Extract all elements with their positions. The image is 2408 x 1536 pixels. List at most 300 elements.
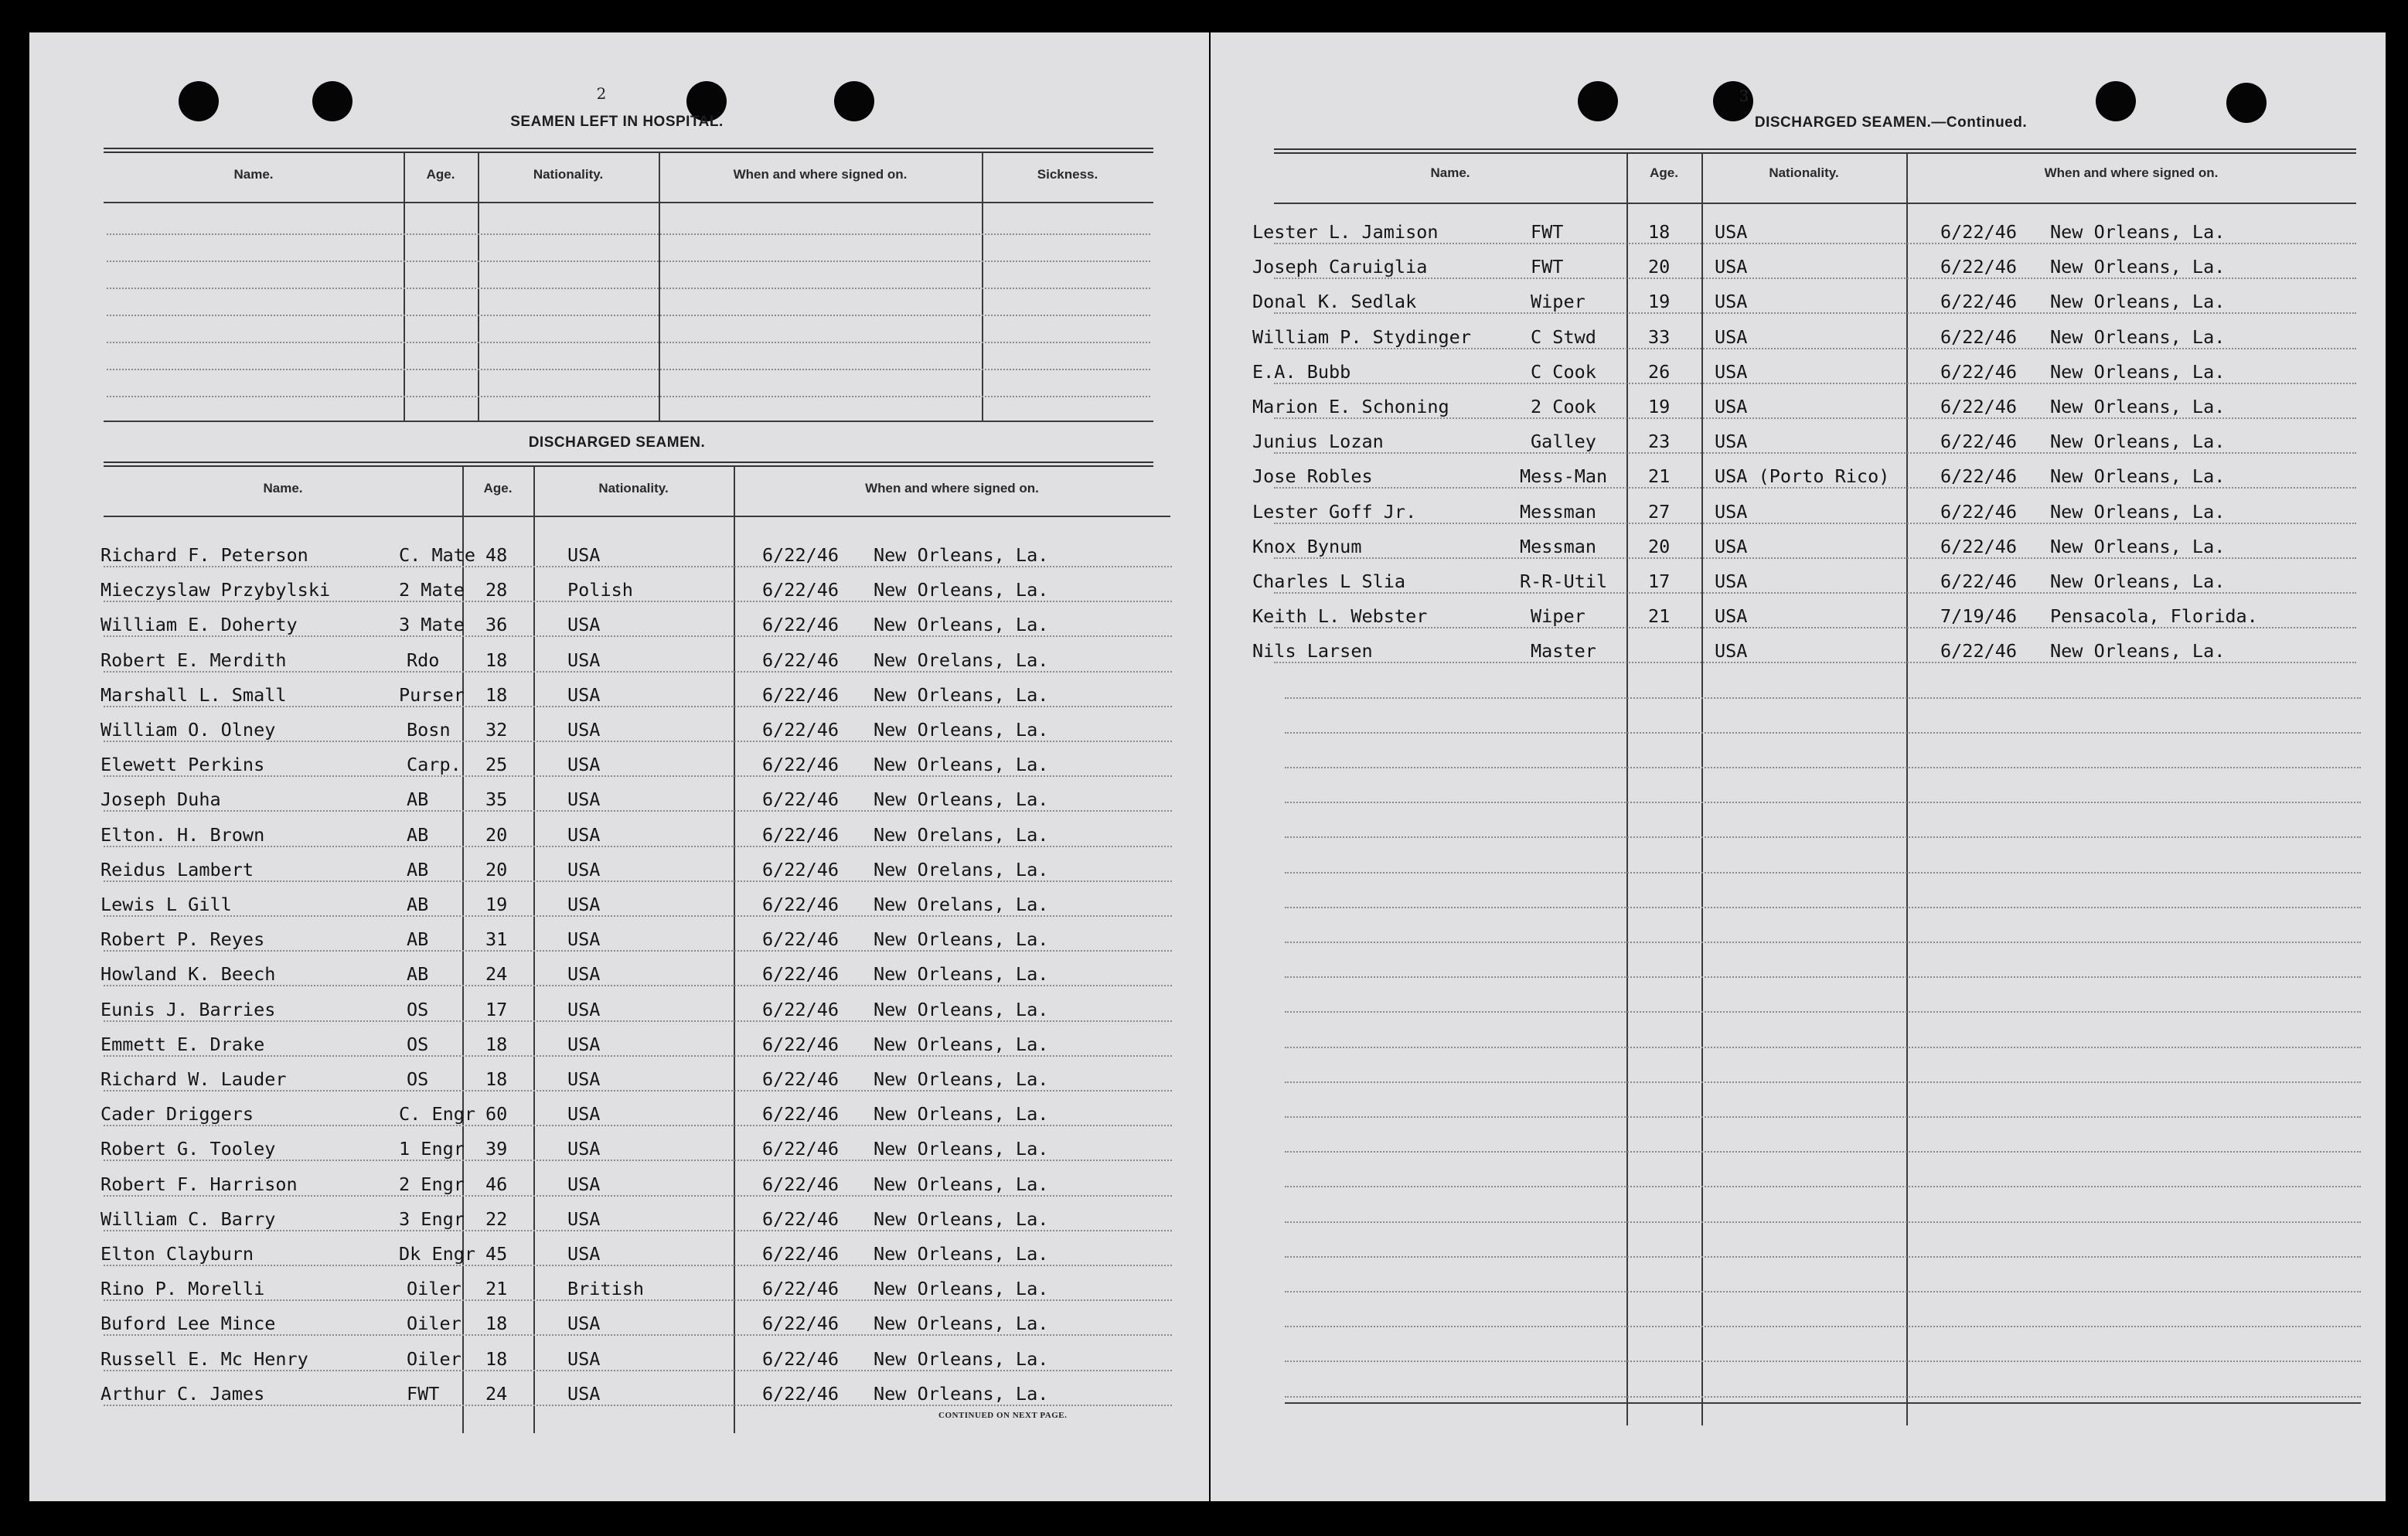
seaman-name: E.A. Bubb: [1252, 360, 1351, 383]
seaman-rating: 2 Engr: [399, 1173, 465, 1195]
page-number: 3: [1739, 87, 1749, 105]
seaman-nationality: USA: [567, 1173, 601, 1195]
seaman-nationality: USA: [1715, 640, 1748, 662]
row-rule: [104, 1334, 1172, 1336]
seaman-rating: Bosn: [407, 719, 451, 741]
signed-on-place: New Orleans, La.: [874, 1173, 1049, 1195]
row-rule: [104, 810, 1172, 812]
seaman-nationality: USA: [567, 928, 601, 951]
seaman-age: 21: [1648, 605, 1671, 628]
signed-on-place: New Orleans, La.: [2050, 221, 2226, 243]
seaman-age: 18: [485, 683, 508, 706]
seaman-nationality: USA: [1715, 535, 1748, 557]
seaman-name: Robert E. Merdith: [100, 649, 287, 671]
seaman-age: 18: [485, 1033, 508, 1055]
seaman-name: Donal K. Sedlak: [1252, 291, 1417, 313]
signed-on-place: Pensacola, Florida.: [2050, 605, 2258, 628]
hospital-top-rule: [104, 148, 1153, 153]
right-header-rule: [1274, 203, 2356, 204]
row-rule: [104, 1160, 1172, 1161]
seaman-age: 24: [485, 963, 508, 986]
blank-row-rule: [1285, 1047, 2361, 1048]
seaman-rating: 3 Engr: [399, 1207, 465, 1230]
blank-row-rule: [1285, 872, 2361, 874]
seaman-age: 25: [485, 754, 508, 776]
seaman-name: Arthur C. James: [100, 1382, 265, 1405]
blank-row-rule: [1285, 697, 2361, 699]
signed-on-place: New Orelans, La.: [874, 858, 1049, 880]
discharged-col-nationality: Nationality.: [598, 481, 669, 496]
seaman-nationality: USA: [1715, 360, 1748, 383]
signed-on-place: New Orleans, La.: [874, 754, 1049, 776]
row-rule: [1274, 278, 2356, 279]
row-rule: [104, 985, 1172, 986]
row-rule: [104, 741, 1172, 742]
seaman-age: 19: [1648, 396, 1671, 417]
seaman-name: Rino P. Morelli: [100, 1278, 265, 1300]
row-rule: [104, 846, 1172, 847]
signed-on-place: New Orelans, La.: [874, 894, 1049, 915]
signed-on-place: New Orleans, La.: [2050, 396, 2226, 417]
right-col-age: Age.: [1650, 165, 1678, 180]
seaman-rating: Wiper: [1531, 291, 1585, 313]
row-rule: [104, 1230, 1172, 1231]
seaman-name: Lester Goff Jr.: [1252, 500, 1417, 523]
seaman-age: 35: [485, 788, 508, 811]
seaman-name: Robert F. Harrison: [100, 1173, 298, 1195]
column-divider: [1701, 154, 1703, 1425]
discharged-col-name: Name.: [263, 481, 303, 496]
seaman-rating: C. Engr: [399, 1103, 476, 1126]
signed-on-date: 6/22/46: [762, 1278, 840, 1300]
seaman-age: 27: [1648, 500, 1671, 523]
left-page: [29, 32, 1209, 1501]
hospital-blank-row: [107, 233, 1150, 235]
signed-on-place: New Orleans, La.: [874, 1068, 1049, 1090]
row-rule: [104, 1195, 1172, 1197]
signed-on-place: New Orleans, La.: [2050, 640, 2226, 662]
seaman-rating: Master: [1531, 640, 1596, 662]
seaman-name: Richard W. Lauder: [100, 1068, 287, 1090]
signed-on-place: New Orleans, La.: [874, 998, 1049, 1020]
signed-on-place: New Orleans, La.: [2050, 325, 2226, 348]
seaman-age: 22: [485, 1207, 508, 1230]
punch-hole: [179, 81, 219, 121]
signed-on-date: 6/22/46: [1940, 396, 2018, 417]
signed-on-place: New Orleans, La.: [2050, 535, 2226, 557]
seaman-nationality: USA: [567, 963, 601, 986]
blank-row-rule: [1285, 976, 2361, 978]
seaman-name: Reidus Lambert: [100, 858, 254, 880]
seaman-nationality: USA: [1715, 256, 1748, 278]
seaman-rating: AB: [407, 788, 429, 811]
seaman-nationality: USA: [1715, 570, 1748, 592]
seaman-name: Elewett Perkins: [100, 754, 265, 776]
row-rule: [1274, 383, 2356, 384]
hospital-blank-row: [107, 342, 1150, 343]
seaman-nationality: USA: [567, 719, 601, 741]
blank-row-rule: [1285, 1256, 2361, 1258]
hospital-col-nationality: Nationality.: [533, 167, 604, 182]
seaman-name: William O. Olney: [100, 719, 276, 741]
seaman-name: Knox Bynum: [1252, 535, 1362, 557]
seaman-age: 24: [485, 1382, 508, 1405]
signed-on-place: New Orelans, La.: [874, 823, 1049, 846]
signed-on-date: 6/22/46: [1940, 535, 2018, 557]
right-col-nationality: Nationality.: [1769, 165, 1839, 180]
seaman-rating: OS: [407, 1033, 429, 1055]
blank-row-rule: [1285, 1151, 2361, 1153]
row-rule: [104, 1125, 1172, 1126]
seaman-rating: AB: [407, 823, 429, 846]
column-divider: [1906, 154, 1908, 1425]
seaman-name: Keith L. Webster: [1252, 605, 1428, 628]
seaman-name: Russell E. Mc Henry: [100, 1347, 308, 1370]
seaman-rating: Rdo: [407, 649, 440, 671]
signed-on-date: 6/22/46: [762, 1347, 840, 1370]
seaman-rating: Oiler: [407, 1278, 462, 1300]
signed-on-date: 6/22/46: [762, 1313, 840, 1335]
signed-on-place: New Orleans, La.: [874, 963, 1049, 986]
signed-on-place: New Orleans, La.: [874, 1382, 1049, 1405]
seaman-nationality: USA: [567, 823, 601, 846]
seaman-name: Cader Driggers: [100, 1103, 254, 1126]
signed-on-date: 6/22/46: [1940, 291, 2018, 313]
discharged-section-title: DISCHARGED SEAMEN.: [528, 434, 706, 451]
seaman-rating: AB: [407, 858, 429, 880]
seaman-nationality: USA: [1715, 221, 1748, 243]
seaman-nationality: USA: [567, 1207, 601, 1230]
seaman-nationality: British: [567, 1278, 645, 1300]
signed-on-place: New Orleans, La.: [874, 579, 1049, 601]
blank-row-rule: [1285, 1081, 2361, 1083]
seaman-name: Marion E. Schoning: [1252, 396, 1449, 417]
blank-row-rule: [1285, 1116, 2361, 1118]
discharged-continued-title: DISCHARGED SEAMEN.—Continued.: [1754, 114, 2028, 131]
row-rule: [1274, 243, 2356, 244]
seaman-name: Robert G. Tooley: [100, 1138, 276, 1160]
row-rule: [104, 706, 1172, 707]
seaman-age: 18: [485, 1313, 508, 1335]
seaman-rating: 3 Mate: [399, 614, 465, 636]
signed-on-place: New Orleans, La.: [874, 544, 1049, 566]
seaman-nationality: USA: [567, 1347, 601, 1370]
signed-on-place: New Orleans, La.: [874, 1138, 1049, 1160]
seaman-nationality: USA: [567, 858, 601, 880]
signed-on-place: New Orleans, La.: [2050, 256, 2226, 278]
seaman-age: 18: [485, 1347, 508, 1370]
signed-on-place: New Orleans, La.: [874, 788, 1049, 811]
seaman-nationality: USA: [1715, 431, 1748, 453]
signed-on-date: 6/22/46: [1940, 360, 2018, 383]
punch-hole: [2226, 83, 2267, 123]
seaman-rating: Dk Engr: [399, 1243, 476, 1265]
row-rule: [1274, 592, 2356, 594]
continued-note: CONTINUED ON NEXT PAGE.: [938, 1411, 1068, 1420]
seaman-age: 20: [1648, 256, 1671, 278]
row-rule: [1274, 523, 2356, 524]
signed-on-date: 6/22/46: [762, 823, 840, 846]
hospital-section-title: SEAMEN LEFT IN HOSPITAL.: [510, 114, 724, 130]
signed-on-date: 6/22/46: [762, 614, 840, 636]
seaman-age: 46: [485, 1173, 508, 1195]
hospital-blank-row: [107, 396, 1150, 397]
signed-on-date: 6/22/46: [1940, 431, 2018, 453]
seaman-name: Marshall L. Small: [100, 683, 287, 706]
hospital-blank-row: [107, 369, 1150, 370]
seaman-age: 31: [485, 928, 508, 951]
signed-on-date: 6/22/46: [762, 894, 840, 915]
seaman-rating: Wiper: [1531, 605, 1585, 628]
seaman-rating: AB: [407, 894, 429, 915]
seaman-age: 21: [1648, 465, 1671, 488]
row-rule: [104, 566, 1172, 567]
signed-on-place: New Orleans, La.: [874, 928, 1049, 951]
row-rule: [104, 1055, 1172, 1057]
signed-on-date: 6/22/46: [762, 1103, 840, 1126]
seaman-name: Charles L Slia: [1252, 570, 1406, 592]
signed-on-date: 6/22/46: [762, 963, 840, 986]
row-rule: [1274, 452, 2356, 454]
column-divider: [659, 152, 660, 421]
seaman-age: 18: [485, 1068, 508, 1090]
seaman-name: Nils Larsen: [1252, 640, 1373, 662]
blank-row-rule: [1285, 1396, 2361, 1398]
signed-on-date: 6/22/46: [762, 649, 840, 671]
signed-on-date: 6/22/46: [762, 754, 840, 776]
seaman-rating: R-R-Util: [1520, 570, 1608, 592]
seaman-age: 18: [1648, 221, 1671, 243]
seaman-nationality: USA: [567, 998, 601, 1020]
signed-on-place: New Orleans, La.: [2050, 570, 2226, 592]
seaman-nationality: USA: [567, 1313, 601, 1335]
seaman-name: Emmett E. Drake: [100, 1033, 265, 1055]
signed-on-place: New Orleans, La.: [874, 1207, 1049, 1230]
blank-row-rule: [1285, 836, 2361, 838]
seaman-nationality: USA: [567, 788, 601, 811]
seaman-rating: Oiler: [407, 1347, 462, 1370]
blank-row-rule: [1285, 1186, 2361, 1187]
hospital-col-age: Age.: [426, 167, 455, 182]
seaman-name: Joseph Duha: [100, 788, 221, 811]
signed-on-place: New Orleans, La.: [874, 1313, 1049, 1335]
seaman-age: 48: [485, 544, 508, 566]
row-rule: [1274, 348, 2356, 349]
seaman-rating: Oiler: [407, 1313, 462, 1335]
seaman-age: 20: [1648, 535, 1671, 557]
signed-on-date: 6/22/46: [1940, 465, 2018, 488]
blank-row-rule: [1285, 942, 2361, 943]
seaman-nationality: USA: [567, 1138, 601, 1160]
seaman-rating: C Cook: [1531, 360, 1596, 383]
seaman-rating: Messman: [1520, 500, 1597, 523]
seaman-nationality: USA: [567, 1033, 601, 1055]
seaman-nationality: USA: [567, 894, 601, 915]
seaman-rating: Galley: [1531, 431, 1596, 453]
row-rule: [104, 1370, 1172, 1371]
blank-row-rule: [1285, 1011, 2361, 1013]
seaman-name: Mieczyslaw Przybylski: [100, 579, 331, 601]
seaman-rating: FWT: [407, 1382, 440, 1405]
signed-on-date: 6/22/46: [762, 788, 840, 811]
seaman-rating: Carp.: [407, 754, 462, 776]
discharged-top-rule: [104, 461, 1153, 467]
seaman-nationality: USA: [567, 683, 601, 706]
column-divider: [982, 152, 983, 421]
hospital-bottom-rule: [104, 421, 1153, 422]
signed-on-place: New Orleans, La.: [874, 1033, 1049, 1055]
right-page: [1211, 32, 2386, 1501]
blank-row-rule: [1285, 1361, 2361, 1362]
signed-on-place: New Orleans, La.: [874, 1243, 1049, 1265]
seaman-nationality: Polish: [567, 579, 633, 601]
hospital-blank-row: [107, 288, 1150, 289]
signed-on-date: 6/22/46: [762, 928, 840, 951]
seaman-nationality: USA: [1715, 325, 1748, 348]
column-divider: [1626, 154, 1628, 1425]
row-rule: [1274, 662, 2356, 663]
blank-row-rule: [1285, 802, 2361, 803]
signed-on-date: 6/22/46: [762, 1243, 840, 1265]
row-rule: [1274, 312, 2356, 314]
column-divider: [404, 152, 405, 421]
right-col-signed-on: When and where signed on.: [2044, 165, 2219, 180]
signed-on-date: 6/22/46: [762, 1138, 840, 1160]
seaman-age: 60: [485, 1103, 508, 1126]
signed-on-date: 6/22/46: [762, 1382, 840, 1405]
seaman-nationality: USA: [567, 754, 601, 776]
signed-on-place: New Orleans, La.: [874, 1103, 1049, 1126]
signed-on-place: New Orleans, La.: [2050, 500, 2226, 523]
seaman-nationality: USA: [567, 544, 601, 566]
signed-on-date: 6/22/46: [762, 1207, 840, 1230]
signed-on-date: 6/22/46: [1940, 570, 2018, 592]
signed-on-date: 6/22/46: [762, 998, 840, 1020]
hospital-blank-row: [107, 315, 1150, 316]
signed-on-date: 6/22/46: [1940, 500, 2018, 523]
seaman-nationality: USA: [1715, 605, 1748, 628]
seaman-name: Joseph Caruiglia: [1252, 256, 1428, 278]
right-col-name: Name.: [1430, 165, 1470, 180]
signed-on-place: New Orleans, La.: [874, 683, 1049, 706]
seaman-name: Buford Lee Mince: [100, 1313, 276, 1335]
seaman-nationality: USA: [567, 649, 601, 671]
row-rule: [104, 671, 1172, 673]
seaman-rating: C Stwd: [1531, 325, 1596, 348]
punch-hole: [312, 81, 353, 121]
row-rule: [104, 601, 1172, 602]
seaman-age: 45: [485, 1243, 508, 1265]
hospital-blank-row: [107, 261, 1150, 262]
blank-row-rule: [1285, 732, 2361, 734]
seaman-name: Lewis L Gill: [100, 894, 232, 915]
signed-on-place: New Orleans, La.: [2050, 360, 2226, 383]
seaman-age: 19: [485, 894, 508, 915]
signed-on-date: 6/22/46: [762, 1033, 840, 1055]
row-rule: [104, 950, 1172, 952]
discharged-col-age: Age.: [483, 481, 513, 496]
row-rule: [104, 915, 1172, 917]
seaman-nationality: USA: [1715, 500, 1748, 523]
seaman-age: 28: [485, 579, 508, 601]
signed-on-date: 7/19/46: [1940, 605, 2018, 628]
seaman-age: 17: [1648, 570, 1671, 592]
discharged-header-rule: [104, 516, 1170, 517]
seaman-nationality: USA (Porto Rico): [1715, 465, 1890, 488]
seaman-rating: AB: [407, 928, 429, 951]
seaman-age: 26: [1648, 360, 1671, 383]
seaman-name: Robert P. Reyes: [100, 928, 265, 951]
discharged-col-signed-on: When and where signed on.: [865, 481, 1039, 496]
blank-row-rule: [1285, 1291, 2361, 1292]
seaman-name: Jose Robles: [1252, 465, 1373, 488]
seaman-rating: 1 Engr: [399, 1138, 465, 1160]
seaman-nationality: USA: [1715, 396, 1748, 417]
seaman-rating: OS: [407, 998, 429, 1020]
signed-on-place: New Orleans, La.: [874, 719, 1049, 741]
seaman-rating: FWT: [1531, 221, 1564, 243]
signed-on-date: 6/22/46: [762, 858, 840, 880]
seaman-name: William E. Doherty: [100, 614, 298, 636]
signed-on-place: New Orleans, La.: [2050, 431, 2226, 453]
page-number: 2: [596, 84, 607, 103]
row-rule: [1274, 557, 2356, 559]
seaman-age: 18: [485, 649, 508, 671]
row-rule: [1274, 417, 2356, 419]
seaman-name: William C. Barry: [100, 1207, 276, 1230]
signed-on-place: New Orleans, La.: [874, 614, 1049, 636]
signed-on-date: 6/22/46: [762, 544, 840, 566]
seaman-rating: OS: [407, 1068, 429, 1090]
row-rule: [104, 1405, 1172, 1406]
column-divider: [478, 152, 479, 421]
row-rule: [104, 775, 1172, 777]
seaman-age: 32: [485, 719, 508, 741]
row-rule: [104, 1090, 1172, 1092]
seaman-name: Junius Lozan: [1252, 431, 1384, 453]
seaman-name: Lester L. Jamison: [1252, 221, 1439, 243]
seaman-age: 21: [485, 1278, 508, 1300]
seaman-age: 33: [1648, 325, 1671, 348]
signed-on-place: New Orelans, La.: [874, 649, 1049, 671]
signed-on-date: 6/22/46: [762, 719, 840, 741]
signed-on-date: 6/22/46: [762, 579, 840, 601]
hospital-col-sickness: Sickness.: [1037, 167, 1098, 182]
blank-row-rule: [1285, 1326, 2361, 1327]
row-rule: [104, 1265, 1172, 1266]
seaman-rating: 2 Cook: [1531, 396, 1596, 417]
row-rule: [104, 635, 1172, 637]
blank-row-rule: [1285, 767, 2361, 768]
signed-on-date: 6/22/46: [1940, 221, 2018, 243]
seaman-name: Eunis J. Barries: [100, 998, 276, 1020]
seaman-rating: C. Mate: [399, 544, 476, 566]
seaman-nationality: USA: [1715, 291, 1748, 313]
row-rule: [104, 1020, 1172, 1022]
seaman-age: 20: [485, 823, 508, 846]
row-rule: [1274, 487, 2356, 489]
seaman-age: 39: [485, 1138, 508, 1160]
seaman-name: Howland K. Beech: [100, 963, 276, 986]
seaman-name: William P. Stydinger: [1252, 325, 1471, 348]
seaman-rating: AB: [407, 963, 429, 986]
seaman-nationality: USA: [567, 1382, 601, 1405]
blank-row-rule: [1285, 1221, 2361, 1223]
hospital-col-name: Name.: [233, 167, 274, 182]
seaman-name: Richard F. Peterson: [100, 544, 308, 566]
right-top-rule: [1274, 148, 2356, 154]
seaman-age: 19: [1648, 291, 1671, 313]
